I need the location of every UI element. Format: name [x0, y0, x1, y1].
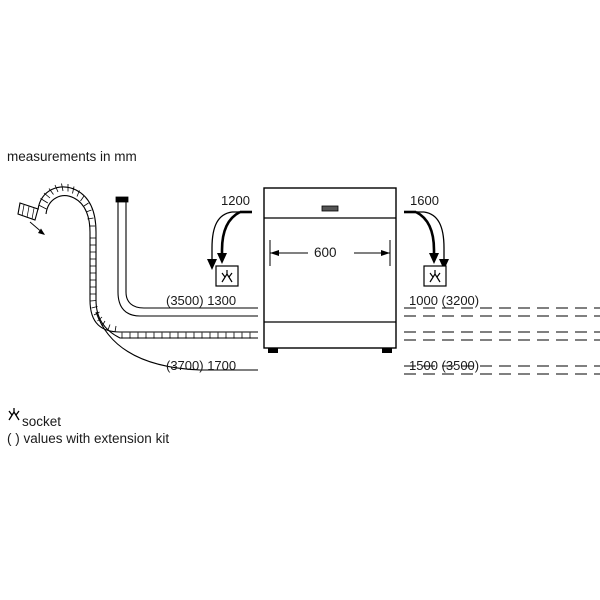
left-socket-icon	[216, 266, 238, 286]
right-socket-icon	[424, 266, 446, 286]
left-socket-leader	[207, 212, 252, 270]
dimension-label-left-bottom: (3700) 1700	[166, 358, 237, 373]
legend-socket-icon	[9, 408, 19, 420]
dimension-label-right-bottom: 1500 (3500)	[409, 358, 480, 373]
measurements-caption: measurements in mm	[7, 149, 137, 164]
dimension-label-left-top: 1200	[221, 193, 250, 208]
dimension-label-width: 600	[314, 245, 337, 260]
dimension-label-right-mid: 1000 (3200)	[409, 293, 480, 308]
appliance-outline	[264, 188, 396, 353]
hose-end-fitting	[18, 203, 45, 235]
dimension-label-left-mid: (3500) 1300	[166, 293, 237, 308]
legend-socket-label: socket	[22, 414, 62, 429]
dimension-label-right-top: 1600	[410, 193, 439, 208]
legend-extension-label: ( ) values with extension kit	[7, 431, 170, 446]
right-socket-leader	[404, 212, 449, 270]
